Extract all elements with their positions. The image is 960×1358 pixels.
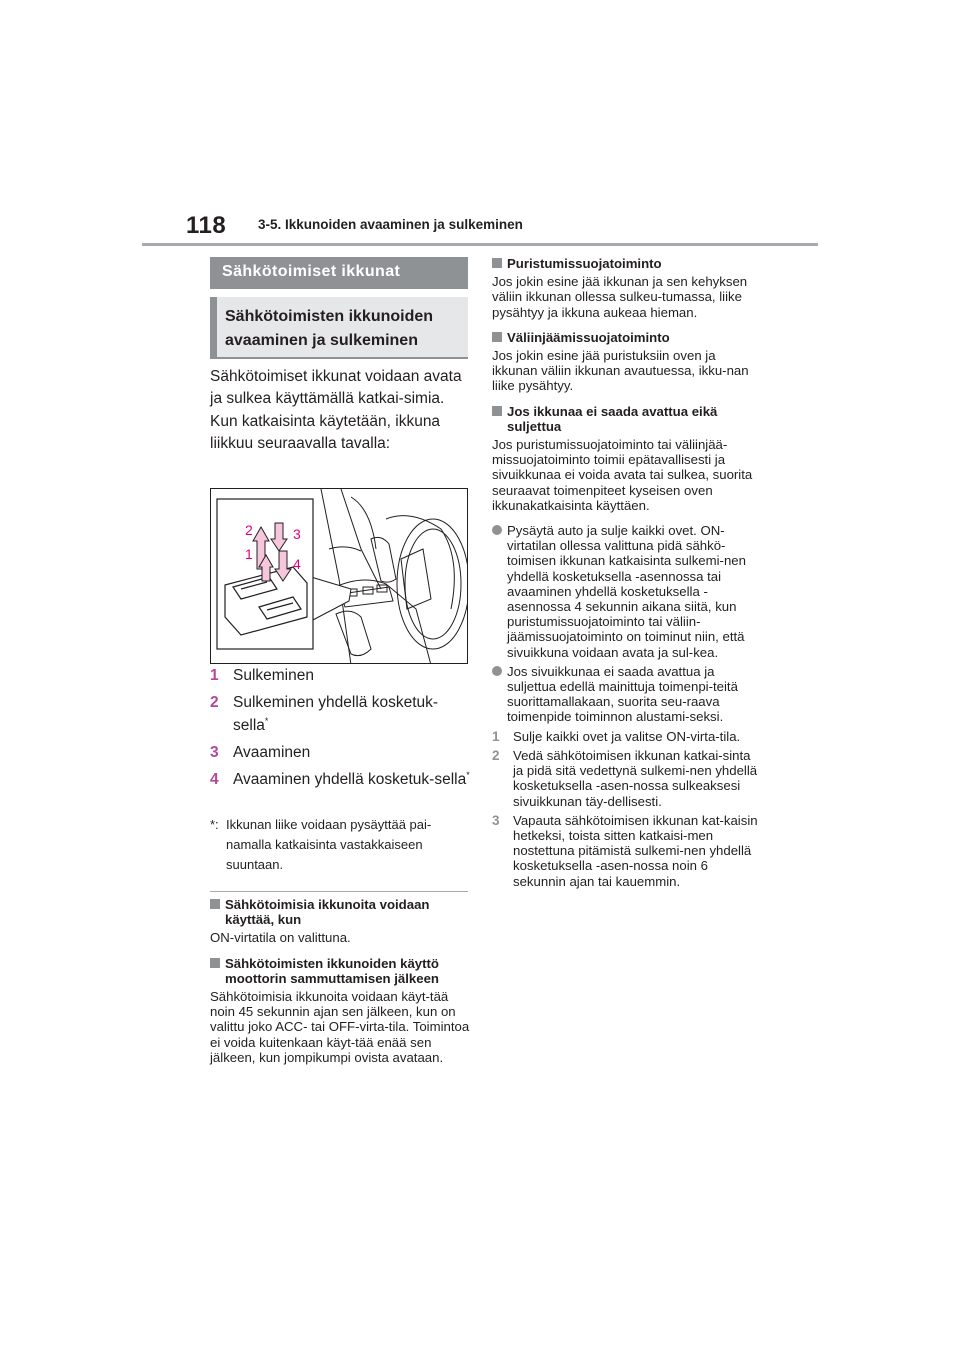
- window-switch-illustration: [210, 488, 468, 664]
- info-block-body: Jos puristumissuojatoiminto tai väliinjää-missuojatoiminto toimii epätavallisesti ja sivuikkunaa ei voida avata tai sulkea, suorita seuraavat toimenpiteet kyseisen oven ikkunakatkaisinta käyttäen.: [492, 437, 753, 513]
- legend-item: [210, 741, 472, 764]
- info-block-title: [210, 897, 472, 927]
- info-block-title-text: Sähkötoimisia ikkunoita voidaan käyttää, kun: [225, 897, 430, 928]
- footnote-text: Ikkunan liike voidaan pysäyttää pai-namalla katkaisinta vastakkaiseen suuntaan.: [226, 817, 432, 872]
- header-rule: [142, 243, 818, 246]
- footnote-mark: *:: [210, 817, 219, 832]
- left-info-blocks: [210, 897, 472, 1075]
- step-text: Vedä sähkötoimisen ikkunan katkai-sinta ja pidä sitä vedettynä sulkemi-nen yhdellä kosketuksella -asen-nossa sulkeaksesi sivuikkunan täy-dellisesti.: [513, 747, 758, 809]
- legend-text: Sulkeminen: [233, 667, 314, 684]
- legend-number: 3: [210, 744, 219, 761]
- legend-list: [210, 664, 472, 795]
- square-bullet-icon: [210, 899, 220, 909]
- round-bullet-icon: [492, 666, 502, 676]
- step-item: [492, 813, 758, 889]
- info-block-body: Sähkötoimisia ikkunoita voidaan käyt-tää noin 45 sekunnin ajan sen jälkeen, kun on valittu joko ACC- tai OFF-virta-tila. Toimintoa ei voida kuitenkaan käyt-tää enää sen jälkeen, kun jompikumpi ovista avataan.: [210, 989, 470, 1065]
- square-bullet-icon: [492, 332, 502, 342]
- legend-item: [210, 664, 472, 687]
- bullet-text: Pysäytä auto ja sulje kaikki ovet. ON-virtatilan ollessa valittuna pidä sähkö-toimisen ikkunan katkaisinta sulkemi-nen yhdellä kosketuksella -asennossa tai avaaminen yhdellä kosketuksella -asennossa 4 sekunnin aikana siitä, kun puristumissuojatoiminto tai väliin-jäämissuojatoiminto on toiminut niin, että sivuikkuna voidaan avata ja sul-kea.: [507, 523, 746, 660]
- step-item: [492, 748, 758, 809]
- info-block-title: [492, 330, 758, 345]
- info-block-body: Jos jokin esine jää puristuksiin oven ja ikkunan väliin ikkunan avautuessa, ikku-nan liike pysähtyy.: [492, 348, 749, 394]
- legend-text: Sulkeminen yhdellä kosketuk-sella: [233, 694, 439, 734]
- step-text: Vapauta sähkötoimisen ikkunan kat-kaisin hetkeksi, toista sitten katkaisi-men nostettuna pitämistä sulkemi-nen yhdellä kosketuksella -asen-nossa noin 6 sekunnin ajan tai kauemmin.: [513, 812, 758, 889]
- callout-2: 2: [245, 522, 253, 538]
- info-block-body: ON-virtatila on valittuna.: [210, 930, 351, 946]
- info-block-title-text: Sähkötoimisten ikkunoiden käyttö moottorin sammuttamisen jälkeen: [225, 955, 439, 986]
- round-bullet-icon: [492, 525, 502, 535]
- legend-number: 1: [210, 667, 219, 684]
- section-heading: Sähkötoimiset ikkunat: [210, 257, 468, 289]
- info-block-title-text: Puristumissuojatoiminto: [507, 256, 662, 271]
- footnote-star: *: [264, 715, 269, 726]
- legend-number: 2: [210, 694, 219, 711]
- square-bullet-icon: [210, 958, 220, 968]
- square-bullet-icon: [492, 406, 502, 416]
- info-block-body: Jos jokin esine jää ikkunan ja sen kehyksen väliin ikkunan ollessa sulkeu-tumassa, liike pysähtyy ja ikkuna aukeaa hieman.: [492, 274, 748, 320]
- step-text: Sulje kaikki ovet ja valitse ON-virta-tila.: [513, 728, 741, 744]
- legend-text: Avaaminen yhdellä kosketuk-sella: [233, 771, 467, 788]
- step-number: 2: [492, 747, 500, 763]
- step-item: [492, 729, 758, 744]
- info-block-title: [210, 956, 472, 986]
- legend-number: 4: [210, 771, 219, 788]
- intro-paragraph-1: Sähkötoimiset ikkunat voidaan avata ja sulkea käyttämällä katkai-simia.: [210, 368, 462, 408]
- subsection-heading: [210, 297, 468, 359]
- step-number: 1: [492, 728, 500, 744]
- intro-paragraph-2: Kun katkaisinta käytetään, ikkuna liikkuu seuraavalla tavalla:: [210, 412, 441, 452]
- info-block-title: [492, 404, 758, 434]
- square-bullet-icon: [492, 258, 502, 268]
- legend-item: [210, 768, 472, 791]
- callout-1: 1: [245, 546, 253, 562]
- section-divider: [210, 891, 468, 892]
- bullet-item: [492, 523, 758, 660]
- subsection-heading-line1: Sähkötoimisten ikkunoiden: [225, 308, 434, 325]
- info-block-title: [492, 256, 758, 271]
- chapter-title: 3-5. Ikkunoiden avaaminen ja sulkeminen: [258, 217, 523, 232]
- callout-4: 4: [293, 556, 301, 572]
- legend-item: [210, 691, 472, 737]
- illustration-drawing: [211, 489, 468, 664]
- bullet-item: [492, 664, 758, 725]
- right-column: [492, 256, 758, 893]
- info-block-title-text: Väliinjäämissuojatoiminto: [507, 329, 670, 345]
- legend-text: Avaaminen: [233, 744, 311, 761]
- step-number: 3: [492, 812, 500, 828]
- page-number: 118: [186, 212, 227, 239]
- callout-3: 3: [293, 526, 301, 542]
- bullet-text: Jos sivuikkunaa ei saada avattua ja suljettua edellä mainittuja toimenpi-teitä suorittamallakaan, suorita seu-raava toimenpide toiminnon alustami-seksi.: [507, 663, 738, 725]
- footnote: [210, 815, 472, 875]
- intro-text: [210, 366, 472, 455]
- subsection-heading-line2: avaaminen ja sulkeminen: [225, 332, 418, 349]
- footnote-star: *: [466, 769, 470, 780]
- info-block-title-text: Jos ikkunaa ei saada avattua eikä suljettua: [507, 403, 718, 434]
